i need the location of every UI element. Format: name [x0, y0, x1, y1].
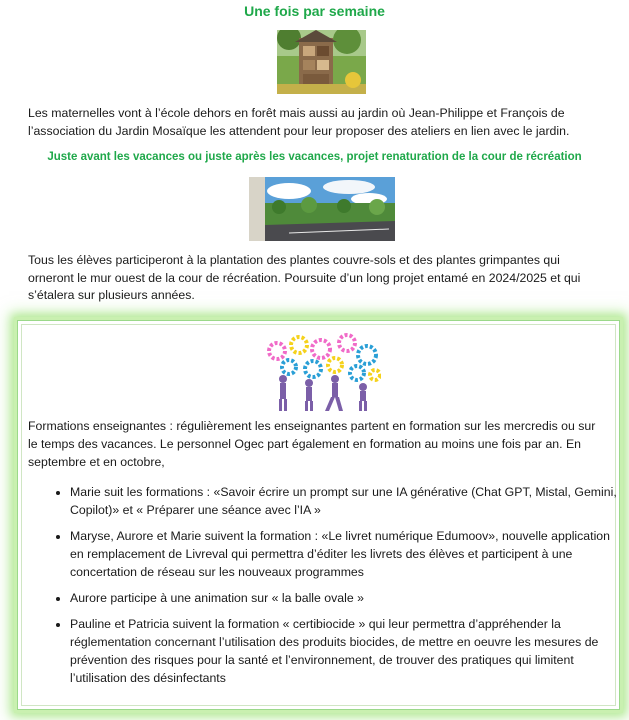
- training-item: • Aurore participe à une animation sur « la balle ovale »: [70, 589, 625, 607]
- training-intro: Formations enseignantes : régulièrement les enseignantes partent en formation sur les mercredis ou sur le temps des vacances. Le personnel Ogec part également en formation au moins une fois par an. En septembre et en octobre,: [28, 419, 596, 469]
- weekly-paragraph: Les maternelles vont à l’école dehors en forêt mais aussi au jardin où Jean-Philippe et François de l’association du Jardin Mosaïque les attendent pour leur proposer des ateliers en lien avec le jardin.: [28, 106, 570, 138]
- training-item: • Maryse, Aurore et Marie suivent la formation : «Le livret numérique Edumoov», nouvelle application en remplacement de Livreval qui permettra d’éditer les livrets des élèves et participent à une concertation de réseau sur les nouveaux programmes: [70, 527, 625, 581]
- renaturation-paragraph: Tous les élèves participeront à la plantation des plantes couvre-sols et des plantes grimpantes qui orneront le mur ouest de la cour de récréation. Poursuite d’un long projet entamé en 2024/2025 et qui s’étalera sur plusieurs années.: [28, 253, 581, 302]
- courtyard-photo: [249, 177, 395, 241]
- garden-shed-photo: [277, 30, 366, 94]
- training-section: [17, 320, 620, 710]
- weekly-heading: Une fois par semaine: [244, 3, 385, 19]
- training-item: • Pauline et Patricia suivent la formation « certibiocide » qui leur permettra d’appréhender la réglementation concernant l’utilisation des produits biocides, de mettre en oeuvre les mesures de prévention des risques pour la santé et l’environnement, de trouver des pratiques qui limitent l’utilisation des désinfectants: [70, 615, 625, 687]
- people-holding-gears-illustration: [263, 333, 381, 413]
- training-item: • Marie suit les formations : «Savoir écrire un prompt sur une IA générative (Chat GPT, Mistal, Gemini, Copilot)» et « Préparer une séance avec l’IA »: [70, 483, 625, 519]
- renaturation-heading: Juste avant les vacances ou juste après les vacances, projet renaturation de la cour de récréation: [47, 151, 582, 163]
- training-list: [48, 483, 625, 695]
